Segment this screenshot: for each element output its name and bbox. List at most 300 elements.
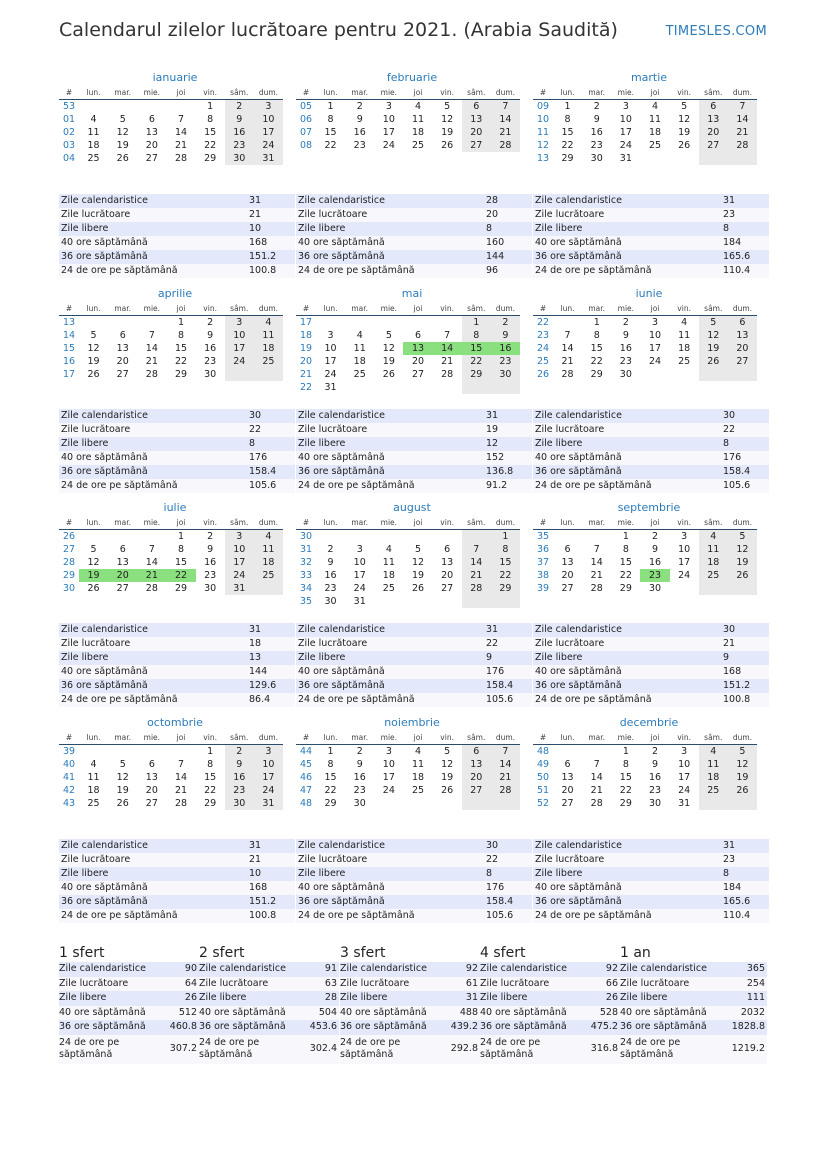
day-cell[interactable]: 18 <box>353 356 366 367</box>
day-cell[interactable]: 18 <box>411 772 425 783</box>
day-cell[interactable]: 16 <box>204 343 217 354</box>
day-cell[interactable]: 24 <box>619 140 632 151</box>
day-cell[interactable]: 21 <box>462 569 491 582</box>
day-cell[interactable]: 8 <box>564 114 571 125</box>
day-cell[interactable]: 9 <box>593 114 600 125</box>
day-cell[interactable]: 19 <box>411 570 425 581</box>
day-cell[interactable]: 16 <box>353 127 366 138</box>
day-cell[interactable]: 11 <box>87 127 100 138</box>
day-cell[interactable]: 27 <box>145 798 158 809</box>
day-cell[interactable]: 10 <box>225 329 254 342</box>
day-cell[interactable]: 3 <box>681 531 688 542</box>
day-cell[interactable]: 26 <box>699 355 728 368</box>
day-cell[interactable]: 4 <box>254 530 283 544</box>
day-cell[interactable]: 5 <box>728 745 757 759</box>
day-cell[interactable]: 15 <box>561 127 574 138</box>
day-cell[interactable]: 13 <box>462 758 491 771</box>
day-cell[interactable]: 15 <box>619 772 632 783</box>
day-cell[interactable]: 12 <box>382 343 395 354</box>
day-cell[interactable]: 1 <box>564 101 571 112</box>
day-cell[interactable]: 16 <box>324 570 337 581</box>
day-cell[interactable]: 2 <box>225 745 254 759</box>
day-cell[interactable]: 8 <box>462 329 491 342</box>
day-cell[interactable]: 24 <box>225 355 254 368</box>
day-cell[interactable]: 30 <box>204 369 217 380</box>
day-cell[interactable]: 25 <box>699 784 728 797</box>
day-cell[interactable]: 22 <box>462 355 491 368</box>
day-cell[interactable]: 23 <box>648 785 662 796</box>
day-cell[interactable]: 18 <box>648 127 662 138</box>
day-cell[interactable]: 15 <box>324 772 337 783</box>
day-cell[interactable]: 31 <box>324 382 337 393</box>
day-cell[interactable]: 9 <box>651 544 659 555</box>
day-cell[interactable]: 9 <box>207 544 214 555</box>
day-cell[interactable]: 22 <box>204 785 217 796</box>
day-cell[interactable]: 21 <box>174 140 188 151</box>
day-cell[interactable]: 26 <box>116 798 129 809</box>
day-cell[interactable]: 11 <box>678 330 691 341</box>
day-cell[interactable]: 5 <box>385 330 392 341</box>
day-cell[interactable]: 18 <box>699 556 728 569</box>
day-cell[interactable]: 25 <box>678 356 691 367</box>
day-cell[interactable]: 9 <box>225 113 254 126</box>
day-cell[interactable]: 9 <box>356 759 363 770</box>
day-cell[interactable]: 21 <box>145 356 158 367</box>
day-cell[interactable]: 3 <box>622 101 629 112</box>
day-cell[interactable]: 3 <box>254 100 283 114</box>
day-cell[interactable]: 14 <box>462 556 491 569</box>
day-cell[interactable]: 6 <box>444 544 451 555</box>
day-cell[interactable]: 22 <box>174 356 188 367</box>
day-cell[interactable]: 31 <box>225 582 254 595</box>
day-cell[interactable]: 6 <box>119 544 126 555</box>
day-cell[interactable]: 30 <box>648 798 662 809</box>
day-cell[interactable]: 23 <box>225 139 254 152</box>
day-cell[interactable]: 14 <box>590 557 603 568</box>
day-cell[interactable]: 29 <box>204 153 217 164</box>
day-cell[interactable]: 13 <box>561 557 574 568</box>
day-cell[interactable]: 28 <box>145 369 158 380</box>
day-cell[interactable]: 14 <box>145 557 158 568</box>
day-cell[interactable]: 30 <box>491 368 520 381</box>
day-cell[interactable]: 2 <box>356 101 363 112</box>
day-cell[interactable]: 5 <box>90 330 97 341</box>
day-cell[interactable]: 21 <box>728 126 757 139</box>
day-cell[interactable]: 3 <box>385 101 392 112</box>
day-cell[interactable]: 25 <box>382 583 395 594</box>
day-cell[interactable]: 19 <box>382 356 395 367</box>
day-cell[interactable]: 6 <box>462 100 491 114</box>
day-cell[interactable]: 4 <box>651 101 659 112</box>
day-cell[interactable]: 21 <box>174 785 188 796</box>
day-cell[interactable]: 7 <box>148 544 155 555</box>
day-cell[interactable]: 10 <box>619 114 632 125</box>
day-cell[interactable]: 8 <box>177 330 185 341</box>
day-cell[interactable]: 6 <box>728 316 757 330</box>
day-cell[interactable]: 27 <box>116 583 129 594</box>
day-cell[interactable]: 7 <box>593 759 600 770</box>
day-cell[interactable]: 23 <box>204 356 217 367</box>
day-cell[interactable]: 20 <box>561 785 574 796</box>
day-cell[interactable]: 12 <box>678 114 691 125</box>
day-cell[interactable]: 14 <box>590 772 603 783</box>
day-cell[interactable]: 6 <box>564 759 571 770</box>
day-cell[interactable]: 10 <box>254 113 283 126</box>
day-cell[interactable]: 11 <box>411 114 425 125</box>
day-cell[interactable]: 11 <box>699 543 728 556</box>
day-cell[interactable]: 28 <box>174 798 188 809</box>
day-cell[interactable]: 29 <box>204 798 217 809</box>
day-cell[interactable]: 10 <box>382 114 395 125</box>
day-cell[interactable]: 9 <box>225 758 254 771</box>
day-cell[interactable]: 24 <box>324 369 337 380</box>
day-cell[interactable]: 16 <box>648 772 662 783</box>
day-cell[interactable]: 6 <box>148 114 155 125</box>
day-cell[interactable]: 29 <box>491 582 520 595</box>
day-cell[interactable]: 26 <box>728 784 757 797</box>
day-cell[interactable]: 4 <box>90 114 97 125</box>
day-cell[interactable]: 21 <box>491 126 520 139</box>
day-cell[interactable]: 8 <box>207 759 214 770</box>
day-cell[interactable]: 24 <box>254 139 283 152</box>
day-cell[interactable]: 8 <box>327 759 334 770</box>
day-cell[interactable]: 5 <box>681 101 688 112</box>
day-cell[interactable]: 14 <box>728 113 757 126</box>
day-cell[interactable]: 20 <box>108 569 137 582</box>
day-cell[interactable]: 9 <box>491 329 520 342</box>
day-cell[interactable]: 16 <box>648 557 662 568</box>
day-cell[interactable]: 16 <box>590 127 603 138</box>
day-cell[interactable]: 15 <box>462 342 491 355</box>
day-cell[interactable]: 2 <box>327 544 334 555</box>
day-cell[interactable]: 28 <box>441 369 454 380</box>
day-cell[interactable]: 25 <box>87 153 100 164</box>
day-cell[interactable]: 22 <box>324 140 337 151</box>
day-cell[interactable]: 15 <box>174 557 188 568</box>
day-cell[interactable]: 17 <box>619 127 632 138</box>
day-cell[interactable]: 6 <box>148 759 155 770</box>
day-cell[interactable]: 23 <box>491 355 520 368</box>
day-cell[interactable]: 30 <box>648 583 662 594</box>
day-cell[interactable]: 17 <box>382 127 395 138</box>
day-cell[interactable]: 2 <box>491 316 520 330</box>
day-cell[interactable]: 13 <box>462 113 491 126</box>
day-cell[interactable]: 3 <box>225 316 254 330</box>
day-cell[interactable]: 12 <box>87 343 100 354</box>
day-cell[interactable]: 26 <box>728 569 757 582</box>
day-cell[interactable]: 7 <box>148 330 155 341</box>
day-cell[interactable]: 27 <box>116 369 129 380</box>
day-cell[interactable]: 21 <box>137 569 166 582</box>
day-cell[interactable]: 19 <box>699 342 728 355</box>
day-cell[interactable]: 10 <box>678 759 691 770</box>
day-cell[interactable]: 25 <box>87 798 100 809</box>
day-cell[interactable]: 10 <box>382 759 395 770</box>
day-cell[interactable]: 27 <box>728 355 757 368</box>
day-cell[interactable]: 31 <box>254 797 283 810</box>
day-cell[interactable]: 28 <box>491 139 520 152</box>
day-cell[interactable]: 22 <box>166 569 195 582</box>
day-cell[interactable]: 8 <box>177 544 185 555</box>
day-cell[interactable]: 23 <box>225 784 254 797</box>
day-cell[interactable]: 26 <box>87 583 100 594</box>
day-cell[interactable]: 18 <box>87 785 100 796</box>
day-cell[interactable]: 12 <box>116 772 129 783</box>
day-cell[interactable]: 7 <box>564 330 571 341</box>
day-cell[interactable]: 2 <box>207 317 214 328</box>
day-cell[interactable]: 27 <box>561 583 574 594</box>
day-cell[interactable]: 10 <box>254 758 283 771</box>
day-cell[interactable]: 5 <box>699 316 728 330</box>
day-cell[interactable]: 24 <box>648 356 662 367</box>
day-cell[interactable]: 23 <box>619 356 632 367</box>
day-cell[interactable]: 21 <box>590 570 603 581</box>
day-cell[interactable]: 16 <box>619 343 632 354</box>
day-cell[interactable]: 18 <box>87 140 100 151</box>
day-cell[interactable]: 26 <box>411 583 425 594</box>
day-cell[interactable]: 11 <box>699 758 728 771</box>
day-cell[interactable]: 14 <box>491 113 520 126</box>
day-cell[interactable]: 24 <box>353 583 366 594</box>
day-cell[interactable]: 10 <box>678 544 691 555</box>
day-cell[interactable]: 22 <box>491 569 520 582</box>
day-cell[interactable]: 26 <box>116 153 129 164</box>
day-cell[interactable]: 20 <box>561 570 574 581</box>
day-cell[interactable]: 31 <box>353 596 366 607</box>
day-cell[interactable]: 15 <box>204 772 217 783</box>
day-cell[interactable]: 27 <box>411 369 425 380</box>
day-cell[interactable]: 15 <box>324 127 337 138</box>
day-cell[interactable]: 7 <box>444 330 451 341</box>
day-cell[interactable]: 5 <box>444 746 451 757</box>
day-cell[interactable]: 10 <box>648 330 662 341</box>
day-cell[interactable]: 26 <box>87 369 100 380</box>
day-cell[interactable]: 30 <box>324 596 337 607</box>
day-cell[interactable]: 26 <box>441 140 454 151</box>
day-cell[interactable]: 5 <box>119 114 126 125</box>
day-cell[interactable]: 23 <box>640 569 669 582</box>
day-cell[interactable]: 20 <box>699 126 728 139</box>
day-cell[interactable]: 25 <box>411 140 425 151</box>
day-cell[interactable]: 1 <box>327 746 334 757</box>
day-cell[interactable]: 8 <box>593 330 600 341</box>
day-cell[interactable]: 8 <box>207 114 214 125</box>
day-cell[interactable]: 17 <box>254 126 283 139</box>
day-cell[interactable]: 11 <box>254 329 283 342</box>
day-cell[interactable]: 7 <box>177 759 185 770</box>
day-cell[interactable]: 19 <box>87 356 100 367</box>
day-cell[interactable]: 28 <box>174 153 188 164</box>
day-cell[interactable]: 5 <box>90 544 97 555</box>
day-cell[interactable]: 11 <box>87 772 100 783</box>
day-cell[interactable]: 7 <box>593 544 600 555</box>
day-cell[interactable]: 9 <box>356 114 363 125</box>
day-cell[interactable]: 29 <box>561 153 574 164</box>
day-cell[interactable]: 19 <box>728 771 757 784</box>
day-cell[interactable]: 2 <box>356 746 363 757</box>
day-cell[interactable]: 9 <box>207 330 214 341</box>
day-cell[interactable]: 10 <box>324 343 337 354</box>
day-cell[interactable]: 3 <box>254 745 283 759</box>
day-cell[interactable]: 11 <box>353 343 366 354</box>
day-cell[interactable]: 20 <box>411 356 425 367</box>
day-cell[interactable]: 8 <box>622 759 629 770</box>
day-cell[interactable]: 4 <box>414 746 422 757</box>
day-cell[interactable]: 29 <box>462 368 491 381</box>
day-cell[interactable]: 30 <box>204 583 217 594</box>
day-cell[interactable]: 28 <box>491 784 520 797</box>
day-cell[interactable]: 14 <box>145 343 158 354</box>
day-cell[interactable]: 30 <box>225 152 254 165</box>
day-cell[interactable]: 28 <box>728 139 757 152</box>
day-cell[interactable]: 6 <box>564 544 571 555</box>
day-cell[interactable]: 24 <box>254 784 283 797</box>
day-cell[interactable]: 2 <box>207 531 214 542</box>
day-cell[interactable]: 26 <box>441 785 454 796</box>
day-cell[interactable]: 31 <box>254 152 283 165</box>
day-cell[interactable]: 15 <box>619 557 632 568</box>
day-cell[interactable]: 15 <box>491 556 520 569</box>
day-cell[interactable]: 15 <box>590 343 603 354</box>
day-cell[interactable]: 5 <box>414 544 422 555</box>
day-cell[interactable]: 3 <box>356 544 363 555</box>
day-cell[interactable]: 27 <box>441 583 454 594</box>
day-cell[interactable]: 6 <box>414 330 422 341</box>
day-cell[interactable]: 11 <box>648 114 662 125</box>
day-cell[interactable]: 16 <box>204 557 217 568</box>
day-cell[interactable]: 20 <box>728 342 757 355</box>
day-cell[interactable]: 17 <box>254 771 283 784</box>
day-cell[interactable]: 28 <box>590 583 603 594</box>
day-cell[interactable]: 2 <box>651 746 659 757</box>
day-cell[interactable]: 8 <box>491 543 520 556</box>
day-cell[interactable]: 25 <box>699 569 728 582</box>
day-cell[interactable]: 2 <box>651 531 659 542</box>
day-cell[interactable]: 15 <box>174 343 188 354</box>
day-cell[interactable]: 17 <box>353 570 366 581</box>
day-cell[interactable]: 11 <box>254 543 283 556</box>
day-cell[interactable]: 2 <box>622 317 629 328</box>
day-cell[interactable]: 30 <box>590 153 603 164</box>
day-cell[interactable]: 6 <box>699 100 728 114</box>
day-cell[interactable]: 3 <box>327 330 334 341</box>
day-cell[interactable]: 23 <box>204 570 217 581</box>
day-cell[interactable]: 12 <box>116 127 129 138</box>
day-cell[interactable]: 27 <box>699 139 728 152</box>
day-cell[interactable]: 21 <box>561 356 574 367</box>
day-cell[interactable]: 17 <box>324 356 337 367</box>
day-cell[interactable]: 1 <box>491 530 520 544</box>
day-cell[interactable]: 12 <box>728 543 757 556</box>
day-cell[interactable]: 4 <box>414 101 422 112</box>
day-cell[interactable]: 18 <box>382 570 395 581</box>
day-cell[interactable]: 16 <box>225 126 254 139</box>
day-cell[interactable]: 14 <box>491 758 520 771</box>
day-cell[interactable]: 13 <box>699 113 728 126</box>
day-cell[interactable]: 7 <box>491 100 520 114</box>
day-cell[interactable]: 28 <box>590 798 603 809</box>
day-cell[interactable]: 29 <box>174 369 188 380</box>
day-cell[interactable]: 7 <box>491 745 520 759</box>
day-cell[interactable]: 6 <box>119 330 126 341</box>
day-cell[interactable]: 29 <box>590 369 603 380</box>
day-cell[interactable]: 3 <box>651 317 659 328</box>
day-cell[interactable]: 18 <box>254 342 283 355</box>
day-cell[interactable]: 25 <box>254 569 283 582</box>
day-cell[interactable]: 20 <box>462 126 491 139</box>
day-cell[interactable]: 30 <box>353 798 366 809</box>
day-cell[interactable]: 17 <box>678 557 691 568</box>
day-cell[interactable]: 12 <box>728 758 757 771</box>
day-cell[interactable]: 31 <box>619 153 632 164</box>
day-cell[interactable]: 22 <box>590 356 603 367</box>
day-cell[interactable]: 28 <box>462 582 491 595</box>
brand-logo[interactable]: TIMESLES.COM <box>665 24 767 39</box>
day-cell[interactable]: 14 <box>174 127 188 138</box>
day-cell[interactable]: 17 <box>382 772 395 783</box>
day-cell[interactable]: 2 <box>593 101 600 112</box>
day-cell[interactable]: 27 <box>462 784 491 797</box>
day-cell[interactable]: 13 <box>728 329 757 342</box>
day-cell[interactable]: 27 <box>145 153 158 164</box>
day-cell[interactable]: 13 <box>145 127 158 138</box>
day-cell[interactable]: 14 <box>433 342 462 355</box>
day-cell[interactable]: 18 <box>411 127 425 138</box>
day-cell[interactable]: 13 <box>441 557 454 568</box>
day-cell[interactable]: 13 <box>561 772 574 783</box>
day-cell[interactable]: 25 <box>648 140 662 151</box>
day-cell[interactable]: 20 <box>145 785 158 796</box>
day-cell[interactable]: 30 <box>225 797 254 810</box>
day-cell[interactable]: 22 <box>619 785 632 796</box>
day-cell[interactable]: 16 <box>225 771 254 784</box>
day-cell[interactable]: 1 <box>207 746 214 757</box>
day-cell[interactable]: 24 <box>678 570 691 581</box>
day-cell[interactable]: 1 <box>327 101 334 112</box>
day-cell[interactable]: 1 <box>207 101 214 112</box>
day-cell[interactable]: 7 <box>177 114 185 125</box>
day-cell[interactable]: 13 <box>116 343 129 354</box>
day-cell[interactable]: 23 <box>353 140 366 151</box>
day-cell[interactable]: 15 <box>204 127 217 138</box>
day-cell[interactable]: 6 <box>462 745 491 759</box>
day-cell[interactable]: 23 <box>590 140 603 151</box>
day-cell[interactable]: 21 <box>491 771 520 784</box>
day-cell[interactable]: 17 <box>225 342 254 355</box>
day-cell[interactable]: 10 <box>225 543 254 556</box>
day-cell[interactable]: 4 <box>699 745 728 759</box>
day-cell[interactable]: 22 <box>324 785 337 796</box>
day-cell[interactable]: 4 <box>90 759 97 770</box>
day-cell[interactable]: 5 <box>728 530 757 544</box>
day-cell[interactable]: 10 <box>353 557 366 568</box>
day-cell[interactable]: 29 <box>324 798 337 809</box>
day-cell[interactable]: 14 <box>561 343 574 354</box>
day-cell[interactable]: 23 <box>324 583 337 594</box>
day-cell[interactable]: 26 <box>382 369 395 380</box>
day-cell[interactable]: 20 <box>441 570 454 581</box>
day-cell[interactable]: 24 <box>382 785 395 796</box>
day-cell[interactable]: 25 <box>353 369 366 380</box>
day-cell[interactable]: 1 <box>593 317 600 328</box>
day-cell[interactable]: 18 <box>254 556 283 569</box>
day-cell[interactable]: 3 <box>225 530 254 544</box>
day-cell[interactable]: 11 <box>382 557 395 568</box>
day-cell[interactable]: 4 <box>681 317 688 328</box>
day-cell[interactable]: 19 <box>116 140 129 151</box>
day-cell[interactable]: 12 <box>87 557 100 568</box>
day-cell[interactable]: 28 <box>561 369 574 380</box>
